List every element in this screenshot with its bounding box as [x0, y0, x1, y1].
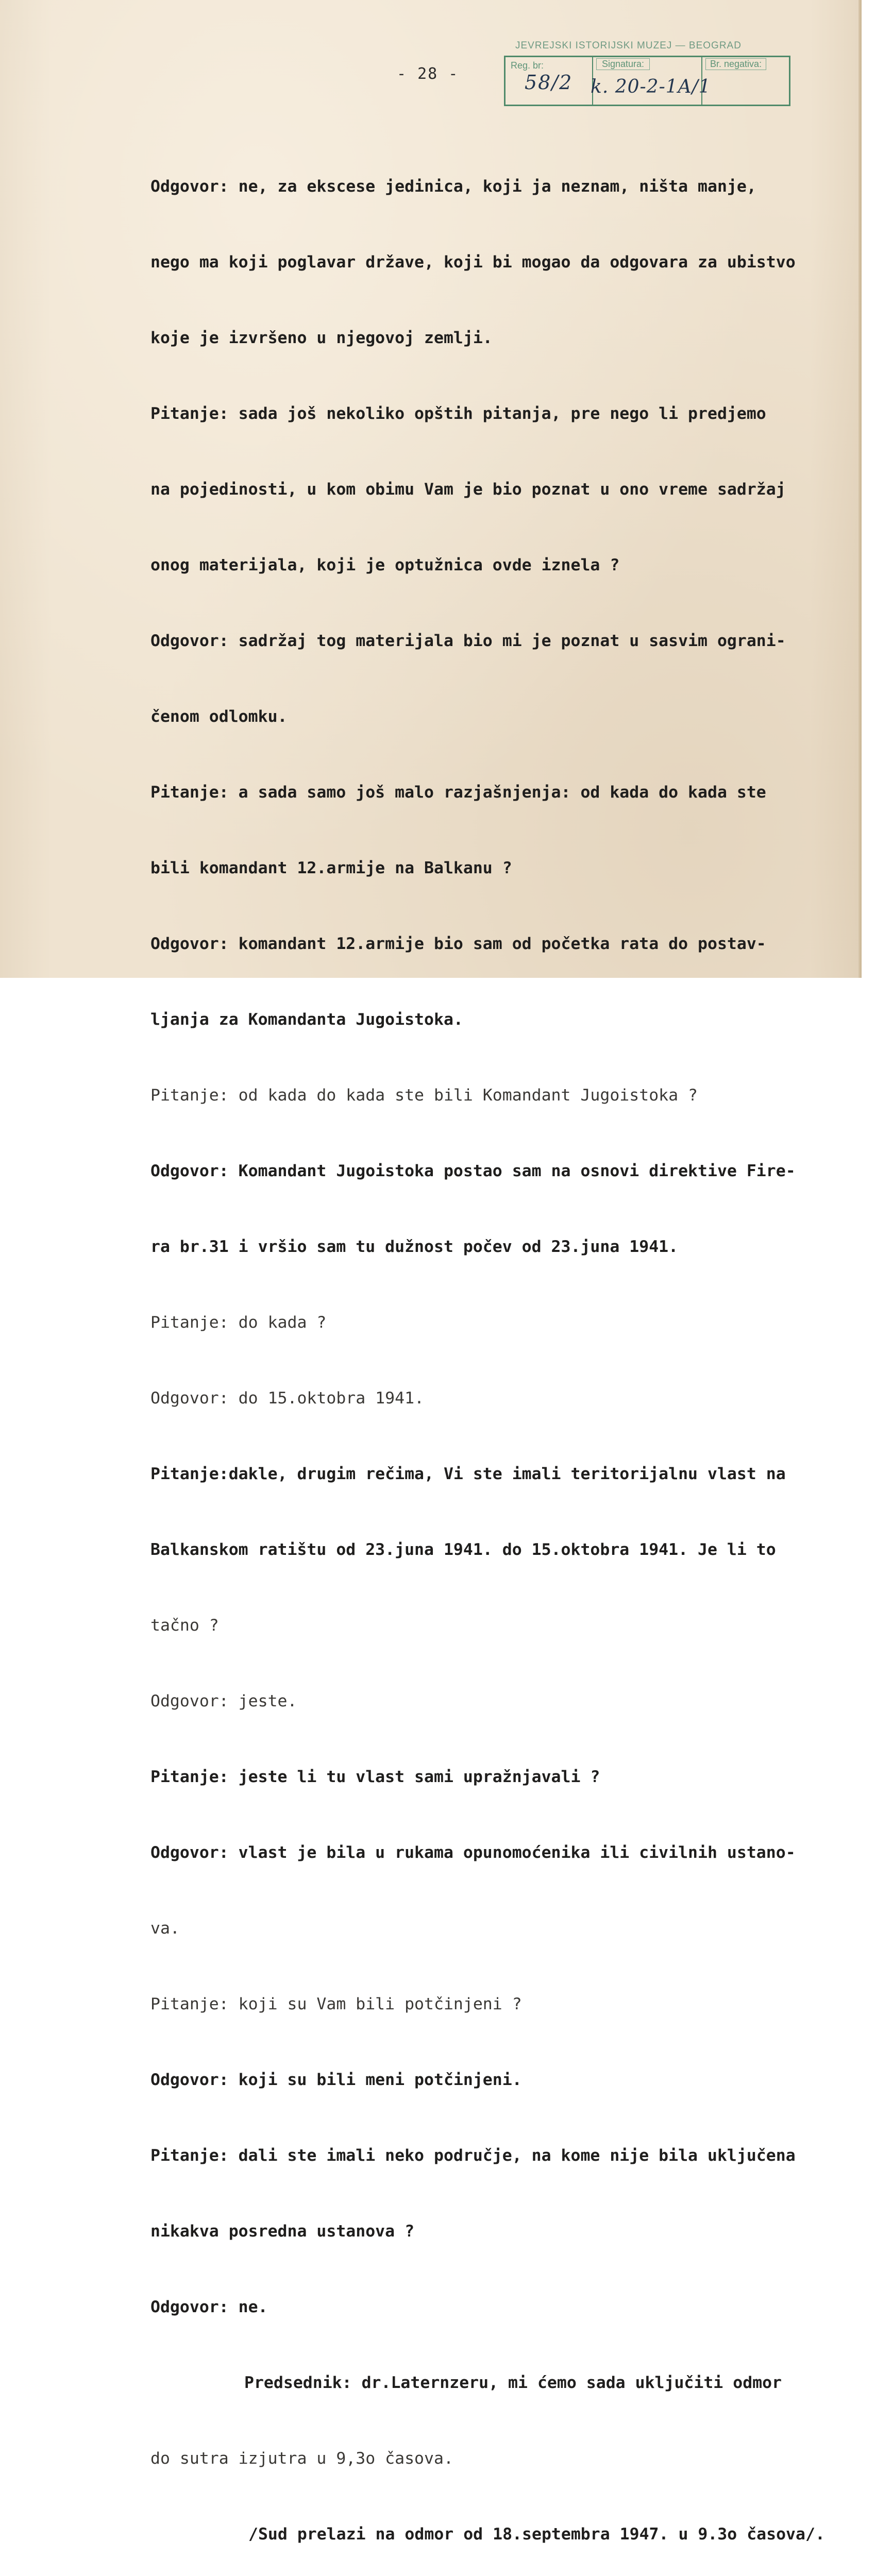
transcript-line: nikakva posredna ustanova ?	[150, 2222, 415, 2241]
stamp-negative-label: Br. negativa:	[705, 58, 766, 70]
transcript-body	[150, 124, 856, 2576]
transcript-line: Odgovor: vlast je bila u rukama opunomoćenika ili civilnih ustano-	[150, 1843, 796, 1862]
transcript-line: Odgovor: komandant 12.armije bio sam od početka rata do postav-	[150, 935, 766, 953]
transcript-line: ljanja za Komandanta Jugoistoka.	[150, 1010, 463, 1029]
transcript-line: tačno ?	[150, 1616, 219, 1635]
transcript-line: onog materijala, koji je optužnica ovde iznela ?	[150, 556, 620, 574]
transcript-line: Odgovor: sadržaj tog materijala bio mi je poznat u sasvim ograni-	[150, 632, 786, 650]
transcript-line: do sutra izjutra u 9,3o časova.	[150, 2449, 453, 2468]
transcript-line: čenom odlomku.	[150, 707, 288, 726]
transcript-line: Pitanje: od kada do kada ste bili Komandant Jugoistoka ?	[150, 1086, 698, 1105]
transcript-line: /Sud prelazi na odmor od 18.septembra 1947. u 9.3o časova/.	[248, 2525, 825, 2544]
transcript-line: Predsednik: dr.Laternzeru, mi ćemo sada uključiti odmor	[244, 2374, 782, 2392]
transcript-line: Pitanje:dakle, drugim rečima, Vi ste imali teritorijalnu vlast na	[150, 1465, 786, 1483]
transcript-line: Odgovor: ne, za ekscese jedinica, koji ja neznam, ništa manje,	[150, 177, 756, 196]
transcript-line: nego ma koji poglavar države, koji bi mogao da odgovara za ubistvo	[150, 253, 796, 272]
transcript-line: koje je izvršeno u njegovoj zemlji.	[150, 329, 493, 347]
transcript-line: Pitanje: a sada samo još malo razjašnjenja: od kada do kada ste	[150, 783, 766, 802]
stamp-negative-cell	[702, 57, 789, 105]
transcript-line: ra br.31 i vršio sam tu dužnost počev od 23.juna 1941.	[150, 1238, 679, 1256]
transcript-line: Pitanje: jeste li tu vlast sami upražnjavali ?	[150, 1768, 600, 1786]
page-number: - 28 -	[397, 65, 459, 83]
transcript-line: Pitanje: koji su Vam bili potčinjeni ?	[150, 1995, 522, 2013]
stamp-reg-label: Reg. br:	[511, 60, 544, 71]
handwritten-signature-code: k. 20-2-1A/1	[591, 76, 711, 97]
transcript-line: Pitanje: do kada ?	[150, 1313, 327, 1332]
handwritten-reg-number: 58/2	[525, 71, 573, 94]
transcript-line: Balkanskom ratištu od 23.juna 1941. do 15.oktobra 1941. Je li to	[150, 1540, 776, 1559]
transcript-line: Odgovor: jeste.	[150, 1692, 297, 1710]
transcript-line: Pitanje: sada još nekoliko opštih pitanja, pre nego li predjemo	[150, 404, 766, 423]
transcript-line: va.	[150, 1919, 180, 1938]
archive-stamp-title: JEVREJSKI ISTORIJSKI MUZEJ — BEOGRAD	[515, 40, 742, 51]
page-edge	[858, 0, 862, 978]
transcript-line: Pitanje: dali ste imali neko područje, na kome nije bila uključena	[150, 2146, 796, 2165]
transcript-line: Odgovor: koji su bili meni potčinjeni.	[150, 2071, 522, 2089]
transcript-line: Odgovor: ne.	[150, 2298, 268, 2316]
transcript-line: na pojedinosti, u kom obimu Vam je bio poznat u ono vreme sadržaj	[150, 480, 786, 499]
transcript-line: bili komandant 12.armije na Balkanu ?	[150, 859, 512, 877]
transcript-line: Odgovor: Komandant Jugoistoka postao sam na osnovi direktive Fire-	[150, 1162, 796, 1180]
transcript-line: Odgovor: do 15.oktobra 1941.	[150, 1389, 425, 1408]
stamp-signature-label: Signatura:	[596, 58, 650, 70]
